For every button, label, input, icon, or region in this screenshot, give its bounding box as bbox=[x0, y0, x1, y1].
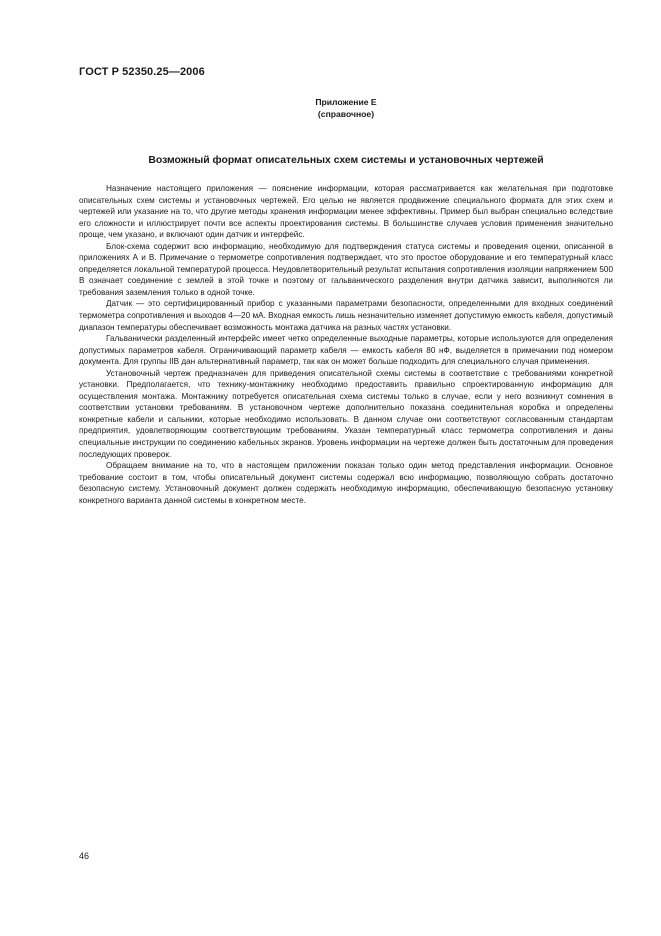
paragraph: Датчик — это сертифицированный прибор с указанными параметрами безопасности, определенными для входных соединений термометра сопротивления и выходов 4—20 мА. Входная емкость лишь незначительно изменяет допустимую емкость кабеля, допустимый диапазон температуры обеспечивает возможность монтажа датчика на разных частях установки. bbox=[79, 299, 613, 332]
appendix-heading bbox=[0, 96, 661, 120]
appendix-label: Приложение Е bbox=[315, 97, 377, 107]
paragraph: Блок-схема содержит всю информацию, необходимую для подтверждения статуса системы и проведения оценки, описанной в приложениях А и В. Примечание о термометре сопротивления подтверждает, что это простое оборудование и его температурный класс определяется локальной температурой процесса. Неудовлетворительный результат испытания сопротивления изоляции напряжением 500 В означает соединение с землей в этой точке и поэтому от гальванического разделения внутри датчика зависит, выполняются ли требования заземления только в одной точке. bbox=[79, 241, 613, 297]
body-text bbox=[79, 183, 613, 506]
page-number: 46 bbox=[79, 851, 90, 861]
standard-id-header: ГОСТ Р 52350.25—2006 bbox=[79, 66, 205, 78]
section-title: Возможный формат описательных схем системы и установочных чертежей bbox=[148, 155, 544, 166]
paragraph: Установочный чертеж предназначен для приведения описательной схемы системы в соответствие с требованиями конкретной установки. Предполагается, что технику-монтажнику необходимо предоставить правильно спроектированную информацию для осуществления монтажа. Монтажнику потребуется описательная схема системы только в случае, если у него возникнут сомнения в соответствии установки требованиям. В установочном чертеже дополнительно показана соединительная коробка и определены конкретные кабели и сальники, которые необходимо использовать. В данном случае они соответствуют согласованным стандартам предприятия, удовлетворяющим соответствующим требованиям. Указан температурный класс термометра сопротивления и даны специальные инструкции по соединению кабельных экранов. Уровень информации на чертеже должен быть достаточным для проведения последующих проверок. bbox=[79, 368, 613, 459]
paragraph: Гальванически разделенный интерфейс имеет четко определенные выходные параметры, которые используются для определения допустимых параметров кабеля. Ограничивающий параметр кабеля — емкость кабеля 80 нФ, выделяется в примечании под номером документа. Для группы IIB дан альтернативный параметр, так как он может больше подходить для специального случая применения. bbox=[79, 334, 613, 367]
paragraph: Назначение настоящего приложения — пояснение информации, которая рассматривается как желательная при подготовке описательных схем системы и установочных чертежей. Его целью не является продвижение специального формата для этих схем и чертежей или указание на то, что другие методы хранения информации менее эффективны. Пример был выбран специально вследствие его сложности и иллюстрирует почти все аспекты проектирования системы. В большинстве случаев условия применения значительно проще, чем указано, и включают один датчик и интерфейс. bbox=[79, 184, 613, 240]
appendix-type: (справочное) bbox=[317, 109, 375, 119]
paragraph: Обращаем внимание на то, что в настоящем приложении показан только один метод представления информации. Основное требование состоит в том, чтобы описательный документ системы содержал всю информацию, позволяющую собрать достаточно безопасную систему. Установочный документ должен содержать необходимую информацию, обеспечивающую безопасную установку конкретного варианта данной системы в конкретном месте. bbox=[79, 461, 613, 505]
